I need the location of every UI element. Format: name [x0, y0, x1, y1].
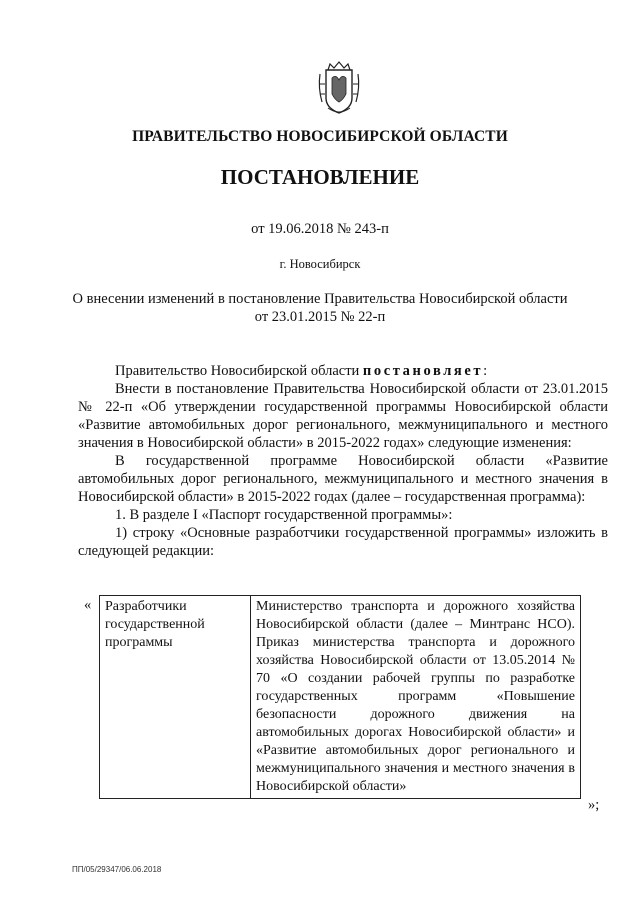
amendment-table: [99, 595, 581, 799]
document-dateline: от 19.06.2018 № 243-п: [251, 221, 389, 237]
document-subject: [0, 290, 640, 326]
body-paragraph-3: В государственной программе Новосибирской области «Развитие автомобильных дорог регионального, межмуниципального и местного значения в Новосибирской области» в 2015-2022 годах (далее – государственная программа):: [78, 453, 608, 505]
subject-line-1: О внесении изменений в постановление Правительства Новосибирской области: [72, 291, 568, 307]
coat-of-arms-icon: [316, 58, 362, 116]
table-row: [100, 596, 581, 799]
body-paragraph-4: 1. В разделе I «Паспорт государственной программы»:: [115, 507, 453, 523]
government-title: ПРАВИТЕЛЬСТВО НОВОСИБИРСКОЙ ОБЛАСТИ: [132, 128, 508, 145]
document-body: [78, 362, 608, 560]
table-closing-quote: »;: [588, 797, 600, 813]
table-cell-content: Министерство транспорта и дорожного хозяйства Новосибирской области (далее – Минтранс НСО). Приказ министерства транспорта и дорожного хозяйства Новосибирской области от 13.05.2014 № 70 «О создании рабочей группы по разработке государственных программ «Повышение безопасности дорожного движения на автомобильных дорогах Новосибирской области» и «Развитие автомобильных дорог регионального и межмуниципального значения и местного значения в Новосибирской области»: [251, 596, 581, 799]
body-paragraph-1-prefix: Правительство Новосибирской области: [115, 363, 363, 379]
table-cell-label: Разработчики государственной программы: [100, 596, 251, 799]
document-footer-code: ПП/05/29347/06.06.2018: [72, 865, 162, 874]
body-paragraph-1-suffix: :: [483, 363, 488, 379]
body-paragraph-5: 1) строку «Основные разработчики государственной программы» изложить в следующей редакции:: [78, 525, 608, 559]
table-opening-quote: «: [84, 597, 92, 613]
body-paragraph-2: Внести в постановление Правительства Новосибирской области от 23.01.2015 № 22-п «Об утверждении государственной программы Новосибирской области «Развитие автомобильных дорог регионального, межмуниципального и местного значения в Новосибирской области» в 2015-2022 годах» следующие изменения:: [78, 381, 608, 451]
body-paragraph-1: [78, 362, 608, 380]
decree-action-word: постановляет: [362, 363, 484, 379]
document-type: ПОСТАНОВЛЕНИЕ: [220, 165, 420, 189]
document-city: г. Новосибирск: [279, 257, 361, 271]
subject-line-2: от 23.01.2015 № 22-п: [254, 309, 386, 325]
